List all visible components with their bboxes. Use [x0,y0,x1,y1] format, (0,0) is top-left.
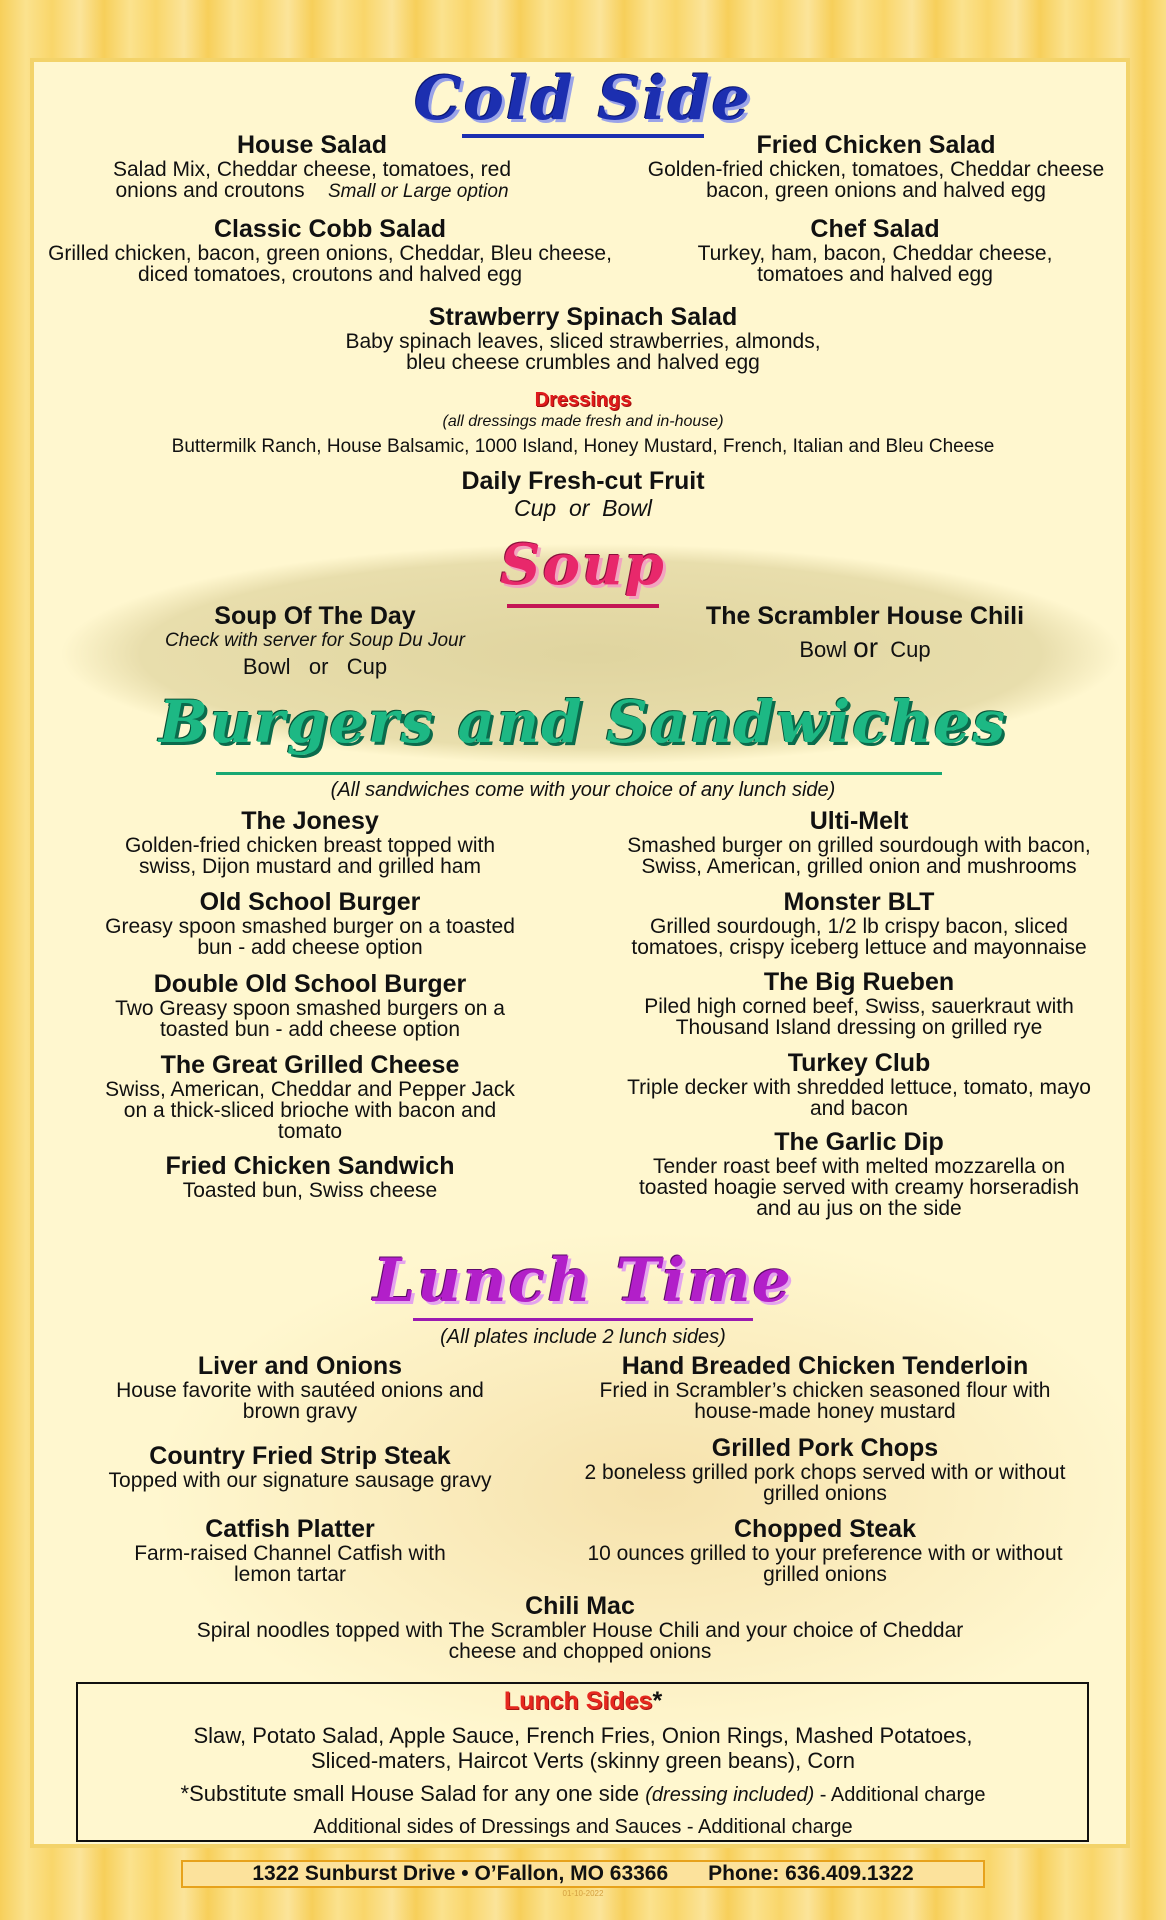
burgers-note: (All sandwiches come with your choice of any lunch side) [330,779,836,801]
lunch-time-underline [413,1318,753,1321]
item-desc: swiss, Dijon mustard and grilled ham [139,855,481,878]
item-desc: tomatoes and halved egg [757,263,993,286]
item-title: Soup Of The Day [214,602,416,630]
chili-mac [160,1592,1000,1662]
item-desc: tomatoes, crispy iceberg lettuce and mayonnaise [631,936,1087,959]
item-desc: Tender roast beef with melted mozzarella on [652,1155,1066,1178]
item-desc: Spiral noodles topped with The Scrambler House Chili and your choice of Cheddar [196,1619,964,1642]
item-desc: Farm-raised Channel Catfish with [134,1542,446,1565]
item-title: House Salad [236,131,388,159]
item-desc: Swiss, American, grilled onion and mushrooms [641,855,1077,878]
item-title: Catfish Platter [205,1515,375,1543]
item-title: The Great Grilled Cheese [160,1051,460,1079]
item-desc: Thousand Island dressing on grilled rye [675,1016,1043,1039]
fresh-fruit [283,467,883,521]
item-desc: Golden-fried chicken, tomatoes, Cheddar cheese [647,158,1105,181]
grilled-pork-chops [560,1434,1090,1504]
dressings-note: (all dressings made fresh and in-house) [442,413,724,430]
double-old-school-burger [85,970,535,1040]
item-desc: Swiss, American, Cheddar and Pepper Jack [105,1078,515,1101]
item-title: The Big Rueben [763,968,955,996]
strawberry-spinach-salad [283,303,883,373]
item-desc: House favorite with sautéed onions and [116,1379,484,1402]
item-desc: bacon, green onions and halved egg [706,179,1046,202]
item-title: Strawberry Spinach Salad [428,303,738,331]
item-desc: Piled high corned beef, Swiss, sauerkraut with [644,995,1074,1018]
chopped-steak [560,1515,1090,1585]
lunch-time-note: (All plates include 2 lunch sides) [440,1326,726,1348]
cold-side-heading: Cold Side [414,64,752,134]
cobb-salad [30,215,630,285]
item-desc: 2 boneless grilled pork chops served with or without [584,1461,1066,1484]
footer-date: 01-10-2022 [562,1889,604,1898]
burgers-heading: Burgers and Sandwiches [158,688,1008,756]
item-desc: Topped with our signature sausage gravy [108,1469,492,1492]
item-desc: Fried in Scrambler’s chicken seasoned flour with [599,1379,1051,1402]
great-grilled-cheese [85,1051,535,1142]
footer-address: 1322 Sunburst Drive • O’Fallon, MO 63366 [252,1862,669,1885]
item-title: Fried Chicken Sandwich [165,1152,455,1180]
dressings-heading: Dressings [534,389,632,411]
item-title: Ulti-Melt [809,807,909,835]
lunch-sides-extra: Additional sides of Dressings and Sauces - Additional charge [313,1816,853,1838]
item-title: Chopped Steak [734,1515,916,1543]
item-title: Turkey Club [787,1049,931,1077]
lunch-sides-substitute: *Substitute small House Salad for any one side (dressing included) - Additional charge [180,1781,986,1806]
item-desc: on a thick-sliced brioche with bacon and [123,1099,497,1122]
item-desc: Turkey, ham, bacon, Cheddar cheese, [697,242,1053,265]
turkey-club [600,1049,1118,1119]
item-desc: toasted hoagie served with creamy horseradish [638,1176,1080,1199]
item-title: The Garlic Dip [774,1128,944,1156]
item-desc: Two Greasy spoon smashed burgers on a [115,997,505,1020]
item-title: Monster BLT [783,888,935,916]
item-title: Chef Salad [810,215,940,243]
item-desc: Salad Mix, Cheddar cheese, tomatoes, red [112,158,512,181]
fruit-options: Cup or Bowl [513,495,653,521]
fried-chicken-salad [620,131,1132,201]
garlic-dip [600,1128,1118,1219]
catfish-platter [90,1515,490,1585]
soup-heading: Soup [500,532,666,598]
lunch-sides-list: Slaw, Potato Salad, Apple Sauce, French Fries, Onion Rings, Mashed Potatoes, Sliced-maters, Haircot Verts (skinny green beans), Corn [193,1723,973,1773]
item-title: Daily Fresh-cut Fruit [461,467,705,495]
item-desc: Grilled chicken, bacon, green onions, Cheddar, Bleu cheese, [48,242,612,265]
item-desc: grilled onions [763,1563,887,1586]
item-title: Double Old School Burger [153,970,467,998]
burgers-underline [216,772,942,775]
item-title: Country Fried Strip Steak [149,1442,451,1470]
item-note: Check with server for Soup Du Jour [165,630,465,651]
item-title: Grilled Pork Chops [711,1434,939,1462]
item-title: The Jonesy [241,807,379,835]
lunch-time-heading: Lunch Time [373,1246,793,1316]
item-title: Classic Cobb Salad [213,215,447,243]
item-desc: bun - add cheese option [197,936,423,959]
item-desc: diced tomatoes, croutons and halved egg [137,263,523,286]
item-desc: Baby spinach leaves, sliced strawberries, almonds, [345,330,821,353]
item-note: Small or Large option [327,181,509,202]
soup-sizes: Bowl or Cup [242,654,388,679]
item-desc: 10 ounces grilled to your preference with or without [587,1542,1063,1565]
big-rueben [600,968,1118,1038]
item-desc: Smashed burger on grilled sourdough with bacon, [627,834,1091,857]
item-desc: Grilled sourdough, 1/2 lb crispy bacon, sliced [650,915,1068,938]
item-desc: and bacon [809,1097,909,1120]
item-title: Chili Mac [525,1592,635,1620]
liver-and-onions [90,1352,510,1422]
item-desc: house-made honey mustard [694,1400,956,1423]
item-desc: Greasy spoon smashed burger on a toasted [105,915,515,938]
item-desc: onions and croutons Small or Large option [115,179,509,202]
lunch-sides-heading: Lunch Sides* [503,1687,663,1715]
soup-of-the-day [100,602,530,682]
item-desc: lemon tartar [233,1563,347,1586]
item-title: Liver and Onions [197,1352,403,1380]
footer-phone: Phone: 636.409.1322 [708,1862,914,1885]
country-fried-strip-steak [90,1442,510,1491]
item-desc: toasted bun - add cheese option [159,1018,461,1041]
chili-sizes: Bowl or Cup [799,632,931,663]
footer-contact [181,1860,985,1888]
item-desc: Triple decker with shredded lettuce, tomato, mayo [627,1076,1091,1099]
item-desc: Golden-fried chicken breast topped with [124,834,496,857]
item-title: Fried Chicken Salad [756,131,996,159]
item-title: The Scrambler House Chili [705,602,1025,630]
dressings-list: Buttermilk Ranch, House Balsamic, 1000 Island, Honey Mustard, French, Italian and Bleu Cheese [171,436,995,457]
item-desc: Toasted bun, Swiss cheese [182,1179,438,1202]
house-salad [62,131,562,202]
chef-salad [640,215,1110,285]
item-desc: brown gravy [242,1400,358,1423]
item-desc: and au jus on the side [756,1197,962,1220]
fried-chicken-sandwich [85,1152,535,1201]
chicken-tenderloin [575,1352,1075,1422]
item-title: Hand Breaded Chicken Tenderloin [621,1352,1029,1380]
ulti-melt [600,807,1118,877]
item-desc: grilled onions [763,1482,887,1505]
item-desc: bleu cheese crumbles and halved egg [406,351,760,374]
jonesy [85,807,535,877]
house-chili [660,602,1070,668]
item-desc: cheese and chopped onions [448,1640,712,1663]
old-school-burger [85,888,535,958]
item-desc: tomato [277,1120,343,1143]
monster-blt [600,888,1118,958]
item-title: Old School Burger [199,888,421,916]
